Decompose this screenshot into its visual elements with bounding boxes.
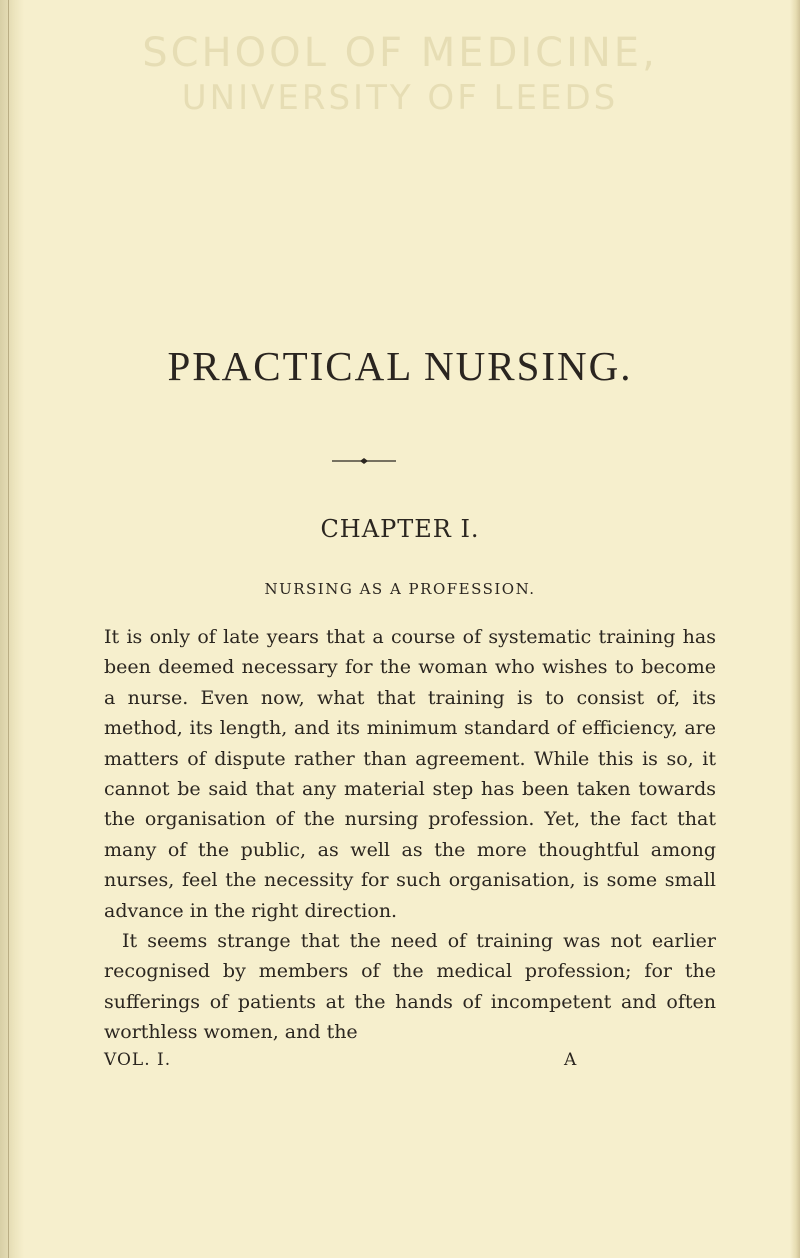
body-text bbox=[104, 622, 716, 1048]
chapter-subtitle: NURSING AS A PROFESSION. bbox=[264, 580, 536, 598]
page-edge bbox=[790, 0, 800, 1258]
volume-label: VOL. I. bbox=[104, 1050, 172, 1070]
page-footer bbox=[104, 1050, 704, 1070]
binding-fold-line bbox=[8, 0, 9, 1258]
binding-gutter bbox=[0, 0, 24, 1258]
library-stamp-line-1: SCHOOL OF MEDICINE, bbox=[142, 30, 658, 76]
library-stamp-line-2: UNIVERSITY OF LEEDS bbox=[181, 78, 619, 118]
chapter-heading: CHAPTER I. bbox=[320, 515, 480, 543]
paragraph-2: It seems strange that the need of training was not earlier recognised by members of the medical profession; for the sufferings of patients at the hands of incompetent and often worthless women, and the bbox=[104, 930, 716, 1044]
paragraph-1: It is only of late years that a course of systematic training has been deemed necessary for the woman who wishes to become a nurse. Even now, what that training is to consist of, its method, its length, and its minimum standard of efficiency, are matters of dispute rather than agreement. While this is so, it cannot be said that any material step has been taken towards the organisation of the nursing profession. Yet, the fact that many of the public, as well as the more thoughtful among nurses, feel the necessity for such organisation, is some small advance in the right direction. bbox=[104, 626, 716, 922]
book-title: PRACTICAL NURSING. bbox=[167, 343, 633, 389]
signature-mark: A bbox=[564, 1050, 578, 1070]
divider-ornament-icon bbox=[332, 457, 396, 465]
